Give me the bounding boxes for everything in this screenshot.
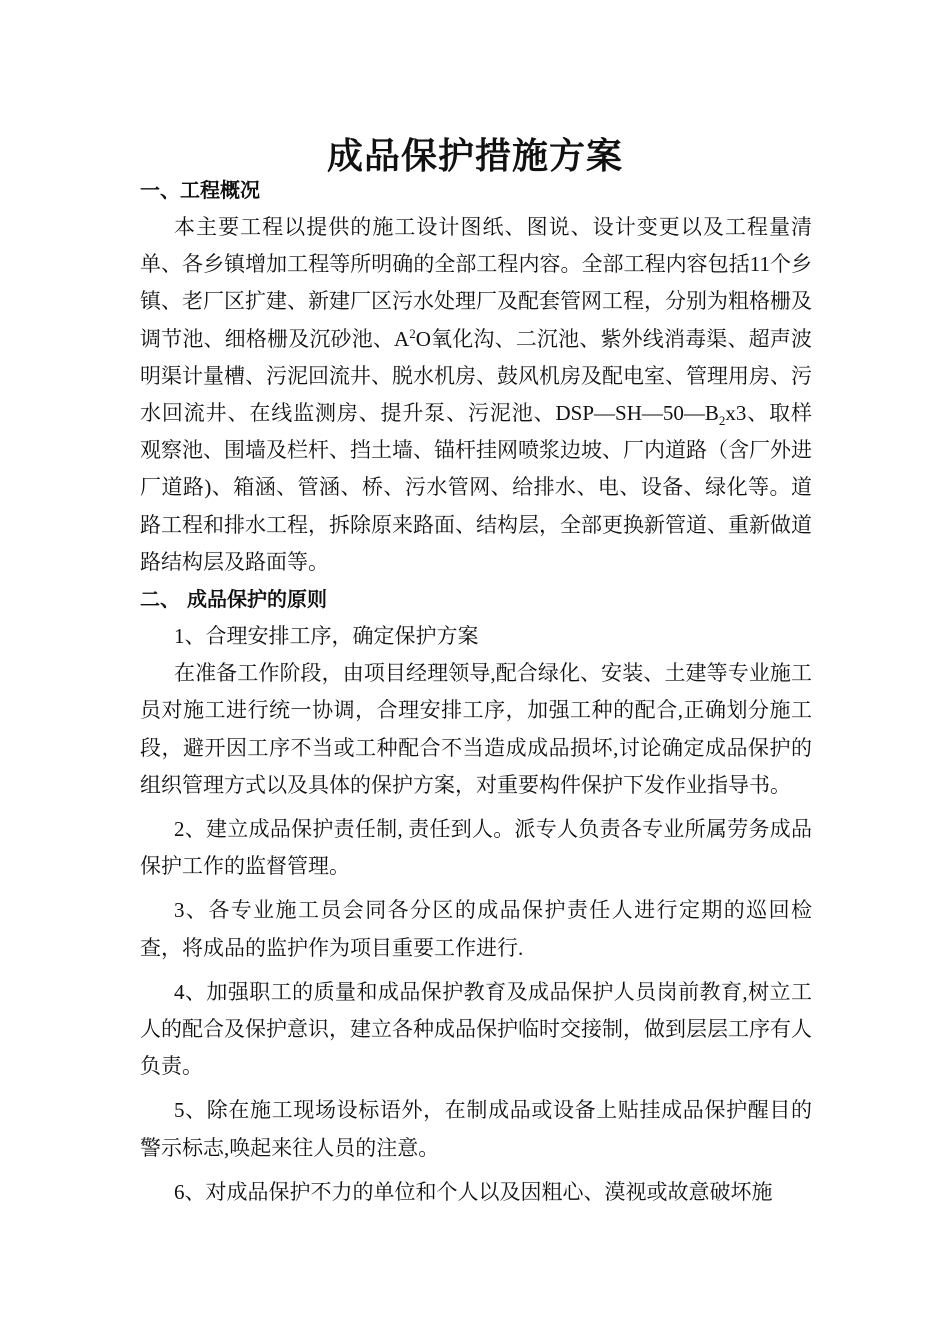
document-title: 成品保护措施方案 (326, 136, 623, 177)
principle-item-2: 2、建立成品保护责任制, 责任到人。派专人负责各专业所属劳务成品保护工作的监督管理。 (140, 817, 812, 879)
principle-item-1-detail: 在准备工作阶段，由项目经理领导,配合绿化、安装、土建等专业施工员对施工进行统一协调，合理安排工序，加强工种的配合,正确划分施工段，避开因工序不当或工种配合不当造成成品损坏,讨论确定成品保护的组织管理方式以及具体的保护方案，对重要构件保护下发作业指导书。 (140, 661, 812, 797)
section-heading-overview: 一、工程概况 (140, 178, 260, 202)
superscript-2: 2 (409, 325, 416, 341)
overview-paragraph (140, 209, 812, 581)
principle-item-5: 5、除在施工现场设标语外，在制成品或设备上贴挂成品保护醒目的警示标志,唤起来往人员的注意。 (140, 1098, 812, 1160)
principle-item-6: 6、对成品保护不力的单位和个人以及因粗心、漠视或故意破坏施 (174, 1179, 773, 1204)
principle-item-4: 4、加强职工的质量和成品保护教育及成品保护人员岗前教育,树立工人的配合及保护意识，建立各种成品保护临时交接制，做到层层工序有人负责。 (140, 979, 812, 1079)
principle-item-1: 1、合理安排工序，确定保护方案 (174, 624, 479, 649)
overview-text-part1: 本主要工程以提供的施工设计图纸、图说、设计变更以及工程量清单、各乡镇增加工程等所明确的全部工程内容。全部工程内容包括11个乡镇、老厂区扩建、新建厂区污水处理厂及配套管网工程，分别为粗格栅及调节池、细格栅及沉砂池、A (140, 215, 812, 351)
subscript-2: 2 (718, 413, 726, 429)
principle-item-3: 3、各专业施工员会同各分区的成品保护责任人进行定期的巡回检查，将成品的监护作为项目重要工作进行. (140, 898, 812, 960)
document-body (140, 172, 812, 1211)
overview-text-part3: x3、取样观察池、围墙及栏杆、挡土墙、锚杆挂网喷浆边坡、厂内道路（含厂外进厂道路)、箱涵、管涵、桥、污水管网、给排水、电、设备、绿化等。道路工程和排水工程，拆除原来路面、结构层，全部更换新管道、重新做道路结构层及路面等。 (140, 401, 812, 574)
overview-text-part2: O氧化沟、二沉池、紫外线消毒渠、超声波明渠计量槽、污泥回流井、脱水机房、鼓风机房及配电室、管理用房、污水回流井、在线监测房、提升泵、污泥池、DSP—SH—50—B (140, 326, 812, 426)
section-heading-principles: 二、 成品保护的原则 (140, 587, 327, 612)
